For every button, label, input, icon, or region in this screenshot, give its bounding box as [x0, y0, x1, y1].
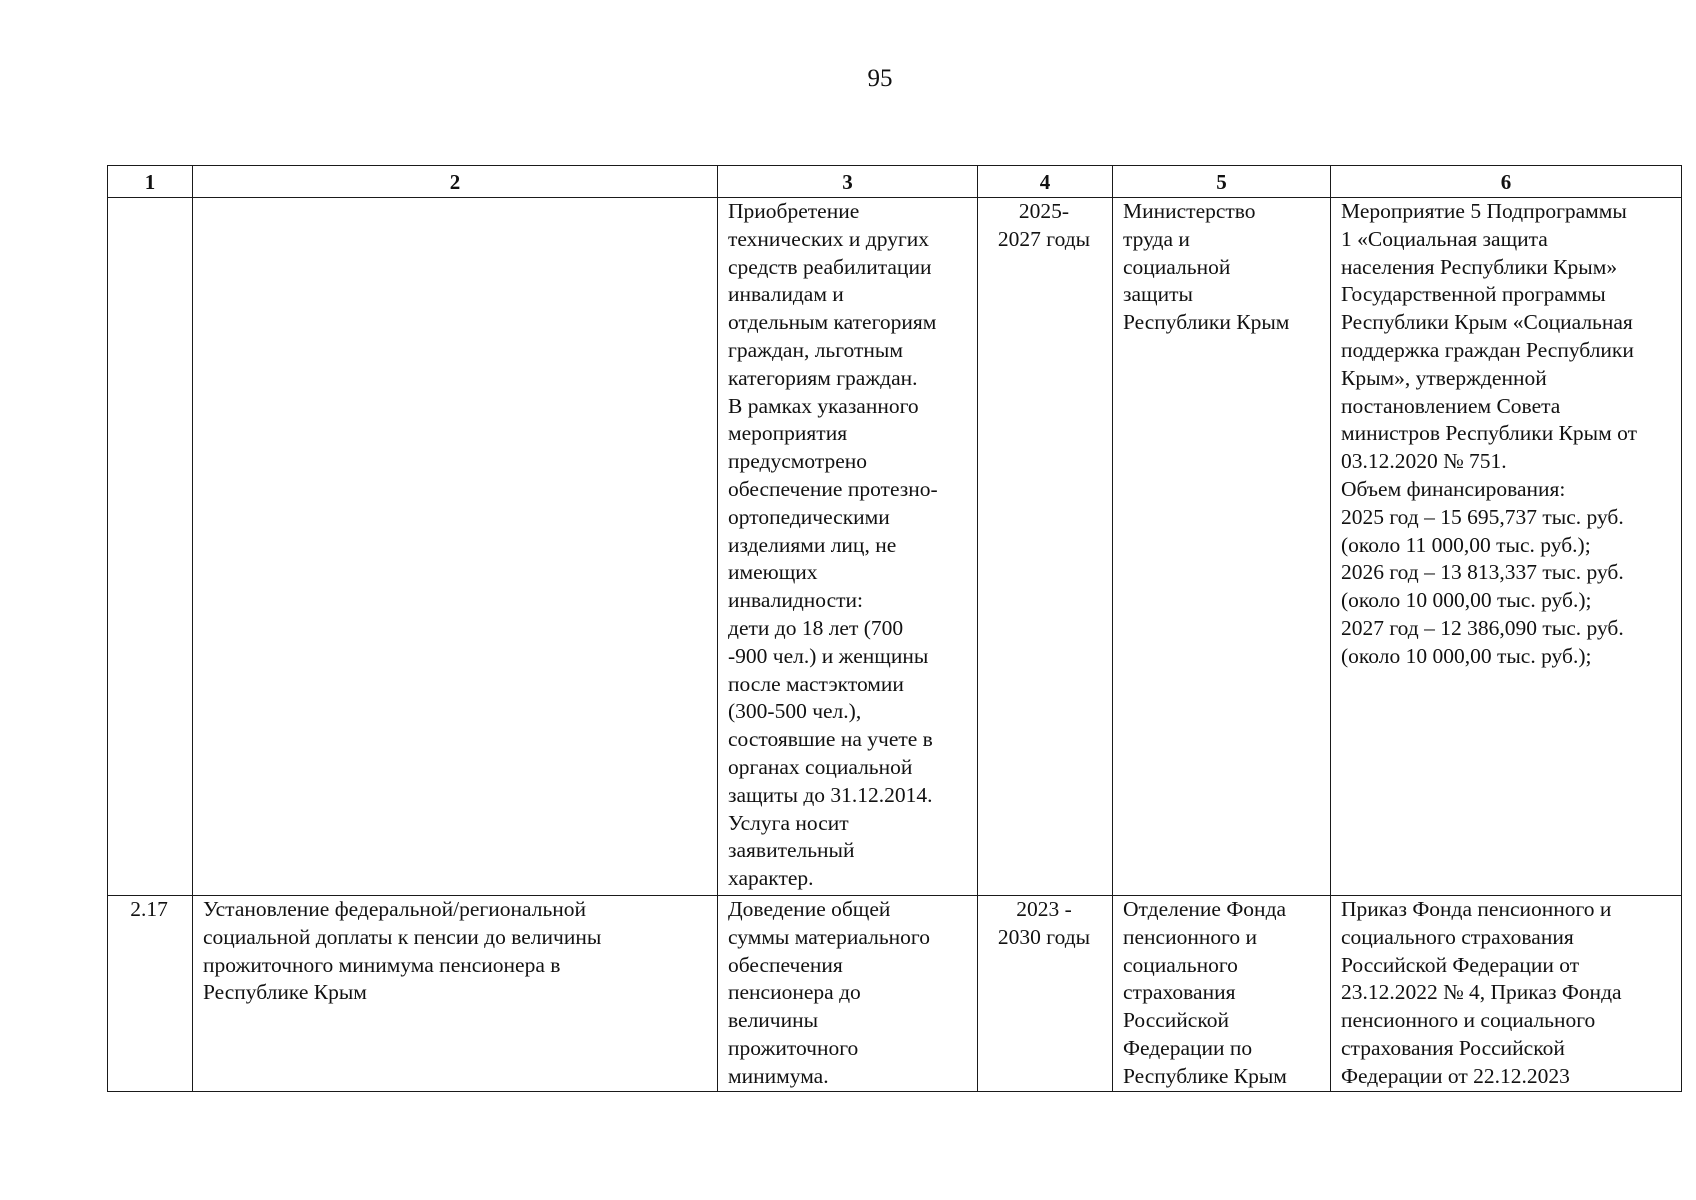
measure-content: Доведение общей суммы материального обеспечения пенсионера до величины прожиточного минимума.: [718, 896, 978, 1092]
table-row: [108, 896, 1682, 1092]
table-row: [108, 198, 1682, 896]
col-header-1: 1: [108, 166, 193, 198]
measure-content: Приобретение технических и других средств реабилитации инвалидам и отдельным категориям граждан, льготным категориям граждан. В рамках указанного мероприятия предусмотрено обеспечение протезно- ортопедическими изделиями лиц, не имеющих инвалидности: дети до 18 лет (700 -900 чел.) и женщины после мастэктомии (300-500 чел.), состоявшие на учете в органах социальной защиты до 31.12.2014. Услуга носит заявительный характер.: [718, 198, 978, 896]
col-header-4: 4: [978, 166, 1113, 198]
measure-executor: Отделение Фонда пенсионного и социального страхования Российской Федерации по Республике Крым: [1113, 896, 1331, 1092]
measure-period: 2025- 2027 годы: [978, 198, 1113, 896]
measure-basis: Приказ Фонда пенсионного и социального страхования Российской Федерации от 23.12.2022 № 4, Приказ Фонда пенсионного и социального страхования Российской Федерации от 22.12.2023: [1331, 896, 1682, 1092]
measure-executor: Министерство труда и социальной защиты Республики Крым: [1113, 198, 1331, 896]
header-row: [108, 166, 1682, 198]
col-header-3: 3: [718, 166, 978, 198]
col-header-6: 6: [1331, 166, 1682, 198]
measures-table: [107, 165, 1682, 1092]
measure-name: [193, 198, 718, 896]
row-number: [108, 198, 193, 896]
col-header-2: 2: [193, 166, 718, 198]
col-header-5: 5: [1113, 166, 1331, 198]
measure-period: 2023 - 2030 годы: [978, 896, 1113, 1092]
row-number: 2.17: [108, 896, 193, 1092]
measure-basis: Мероприятие 5 Подпрограммы 1 «Социальная защита населения Республики Крым» Государственной программы Республики Крым «Социальная поддержка граждан Республики Крым», утвержденной постановлением Совета министров Республики Крым от 03.12.2020 № 751. Объем финансирования: 2025 год – 15 695,737 тыс. руб. (около 11 000,00 тыс. руб.); 2026 год – 13 813,337 тыс. руб. (около 10 000,00 тыс. руб.); 2027 год – 12 386,090 тыс. руб. (около 10 000,00 тыс. руб.);: [1331, 198, 1682, 896]
page-number: 95: [867, 65, 893, 92]
measure-name: Установление федеральной/региональной социальной доплаты к пенсии до величины прожиточного минимума пенсионера в Республике Крым: [193, 896, 718, 1092]
